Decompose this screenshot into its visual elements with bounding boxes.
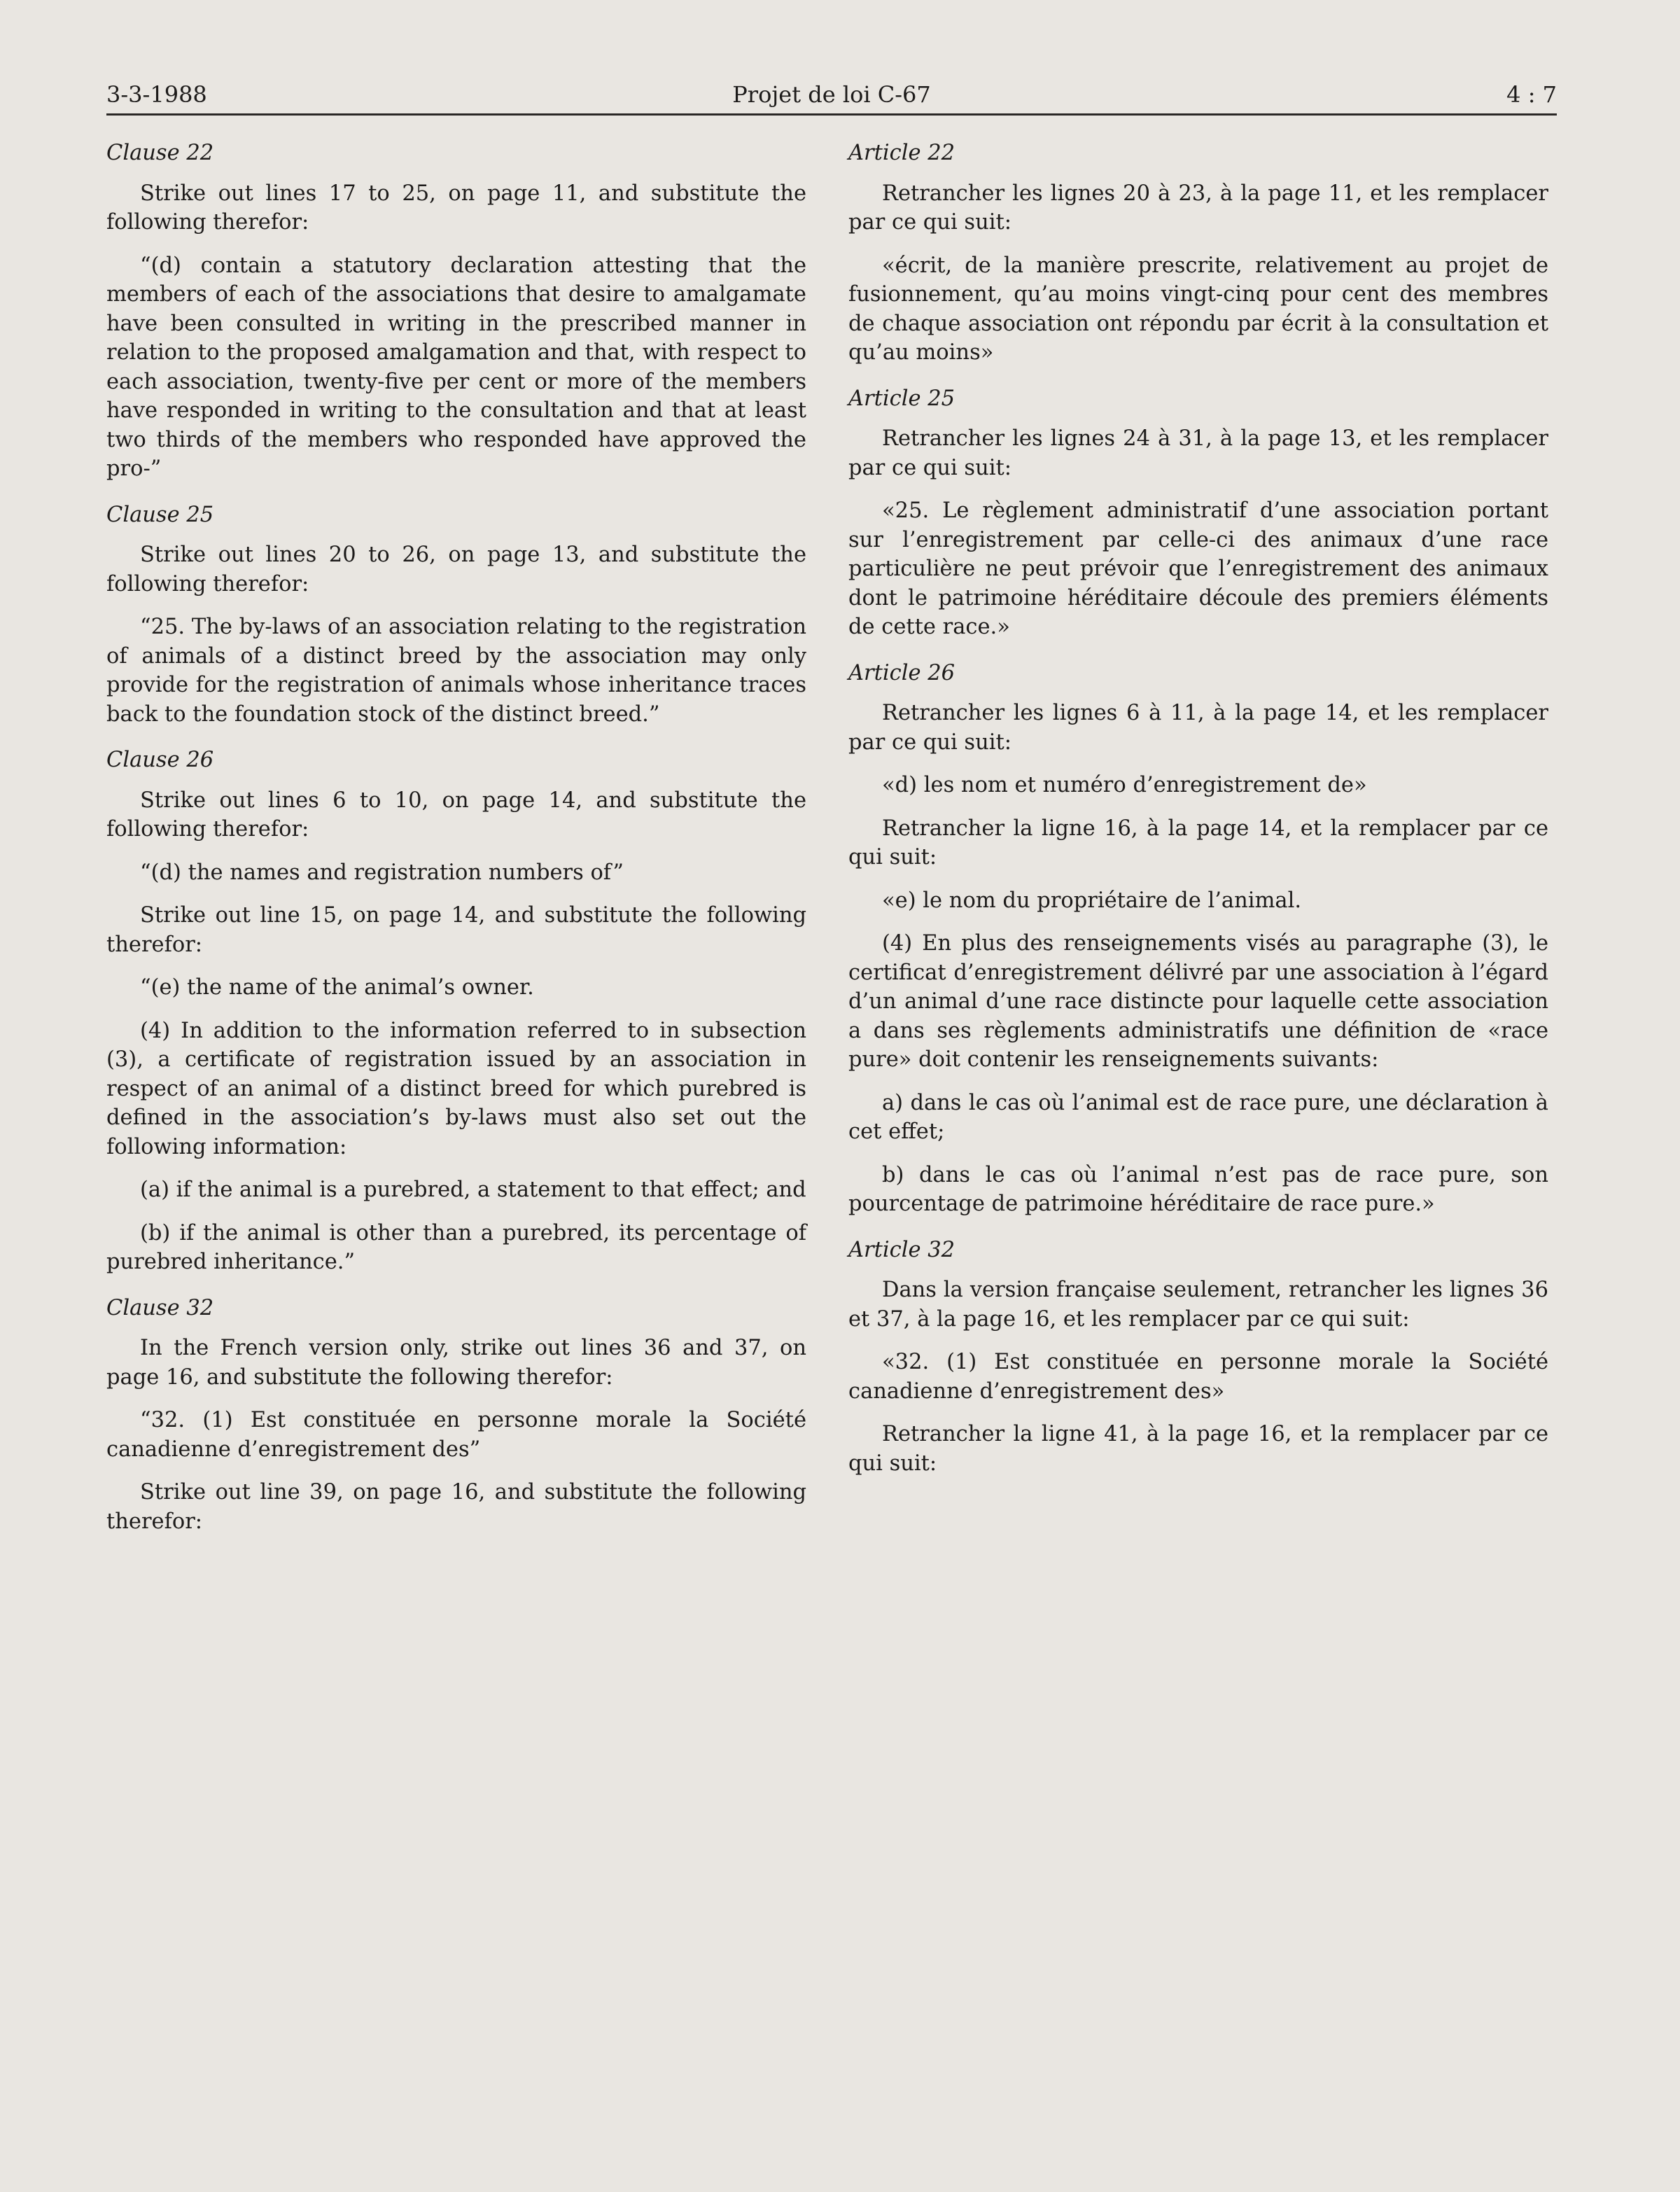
clause-instruction: Strike out lines 6 to 10, on page 14, and substitute the following therefor: [106, 788, 806, 842]
article-quoted-text: «écrit, de la manière prescrite, relativement au projet de fusionnement, qu’au moins vingt-cinq pour cent des membres de chaque association ont répondu par écrit à la consultation et qu’au moins» [848, 253, 1548, 365]
article-quoted-text: b) dans le cas où l’animal n’est pas de race pure, son pourcentage de patrimoine héréditaire de race pure.» [848, 1162, 1548, 1216]
clause-quoted-text: “(e) the name of the animal’s owner. [140, 975, 534, 1000]
article-heading: Article 25 [848, 386, 955, 411]
clause-heading: Clause 32 [106, 1295, 214, 1320]
article-quoted-text: «32. (1) Est constituée en personne morale la Société canadienne d’enregistrement des» [848, 1350, 1548, 1404]
header-date: 3-3-1988 [106, 81, 207, 108]
article-quoted-text: «e) le nom du propriétaire de l’animal. [882, 888, 1302, 913]
clause-quoted-text: (b) if the animal is other than a purebred, its percentage of purebred inheritance.” [106, 1220, 806, 1274]
article-quoted-text: (4) En plus des renseignements visés au paragraphe (3), le certificat d’enregistrement délivré par une association à l’égard d’un animal d’une race distincte pour laquelle cette association a dans ses règlements administratifs une définition de «race pure» doit contenir les renseignements suivants: [848, 931, 1548, 1072]
article-heading: Article 32 [848, 1237, 955, 1262]
article-instruction: Retrancher la ligne 41, à la page 16, et la remplacer par ce qui suit: [848, 1422, 1548, 1476]
article-quoted-text: «d) les nom et numéro d’enregistrement de» [882, 773, 1367, 797]
clause-instruction: In the French version only, strike out lines 36 and 37, on page 16, and substitute the following therefor: [106, 1336, 806, 1390]
clause-quoted-text: “25. The by-laws of an association relating to the registration of animals of a distinct breed by the association may only provide for the registration of animals whose inheritance traces back to the foundation stock of the distinct breed.” [106, 615, 806, 727]
article-instruction: Retrancher les lignes 20 à 23, à la page 11, et les remplacer par ce qui suit: [848, 181, 1548, 235]
english-column [106, 139, 806, 1550]
article-heading: Article 22 [848, 141, 955, 165]
article-instruction: Retrancher les lignes 24 à 31, à la page 13, et les remplacer par ce qui suit: [848, 426, 1548, 480]
article-quoted-text: a) dans le cas où l’animal est de race pure, une déclaration à cet effet; [848, 1090, 1548, 1144]
clause-instruction: Strike out line 15, on page 14, and substitute the following therefor: [106, 903, 806, 957]
page-header [106, 78, 1557, 116]
article-instruction: Retrancher la ligne 16, à la page 14, et la remplacer par ce qui suit: [848, 816, 1548, 870]
article-instruction: Retrancher les lignes 6 à 11, à la page 14, et les remplacer par ce qui suit: [848, 701, 1548, 755]
clause-instruction: Strike out lines 17 to 25, on page 11, and substitute the following therefor: [106, 181, 806, 235]
header-title: Projet de loi C-67 [732, 81, 931, 108]
french-column [848, 139, 1548, 1492]
clause-quoted-text: (a) if the animal is a purebred, a statement to that effect; and [140, 1178, 806, 1202]
article-instruction: Dans la version française seulement, retrancher les lignes 36 et 37, à la page 16, et les remplacer par ce qui suit: [848, 1278, 1548, 1332]
clause-instruction: Strike out lines 20 to 26, on page 13, and substitute the following therefor: [106, 543, 806, 596]
clause-heading: Clause 26 [106, 748, 214, 772]
clause-quoted-text: “(d) the names and registration numbers of” [140, 860, 624, 885]
clause-heading: Clause 22 [106, 141, 214, 165]
clause-instruction: Strike out line 39, on page 16, and substitute the following therefor: [106, 1480, 806, 1534]
header-page-number: 4 : 7 [1506, 81, 1557, 108]
clause-quoted-text: “32. (1) Est constituée en personne morale la Société canadienne d’enregistrement des” [106, 1408, 806, 1462]
article-heading: Article 26 [848, 660, 955, 685]
clause-quoted-text: (4) In addition to the information referred to in subsection (3), a certificate of registration issued by an association in respect of an animal of a distinct breed for which purebred is defined in the association’s by-laws must also set out the following information: [106, 1018, 806, 1159]
clause-heading: Clause 25 [106, 502, 214, 527]
article-quoted-text: «25. Le règlement administratif d’une association portant sur l’enregistrement par celle-ci des animaux d’une race particulière ne peut prévoir que l’enregistrement des animaux dont le patrimoine héréditaire découle des premiers éléments de cette race.» [848, 498, 1548, 639]
clause-quoted-text: “(d) contain a statutory declaration attesting that the members of each of the associations that desire to amalgamate have been consulted in writing in the prescribed manner in relation to the proposed amalgamation and that, with respect to each association, twenty-five per cent or more of the members have responded in writing to the consultation and that at least two thirds of the members who responded have approved the pro-” [106, 253, 806, 481]
